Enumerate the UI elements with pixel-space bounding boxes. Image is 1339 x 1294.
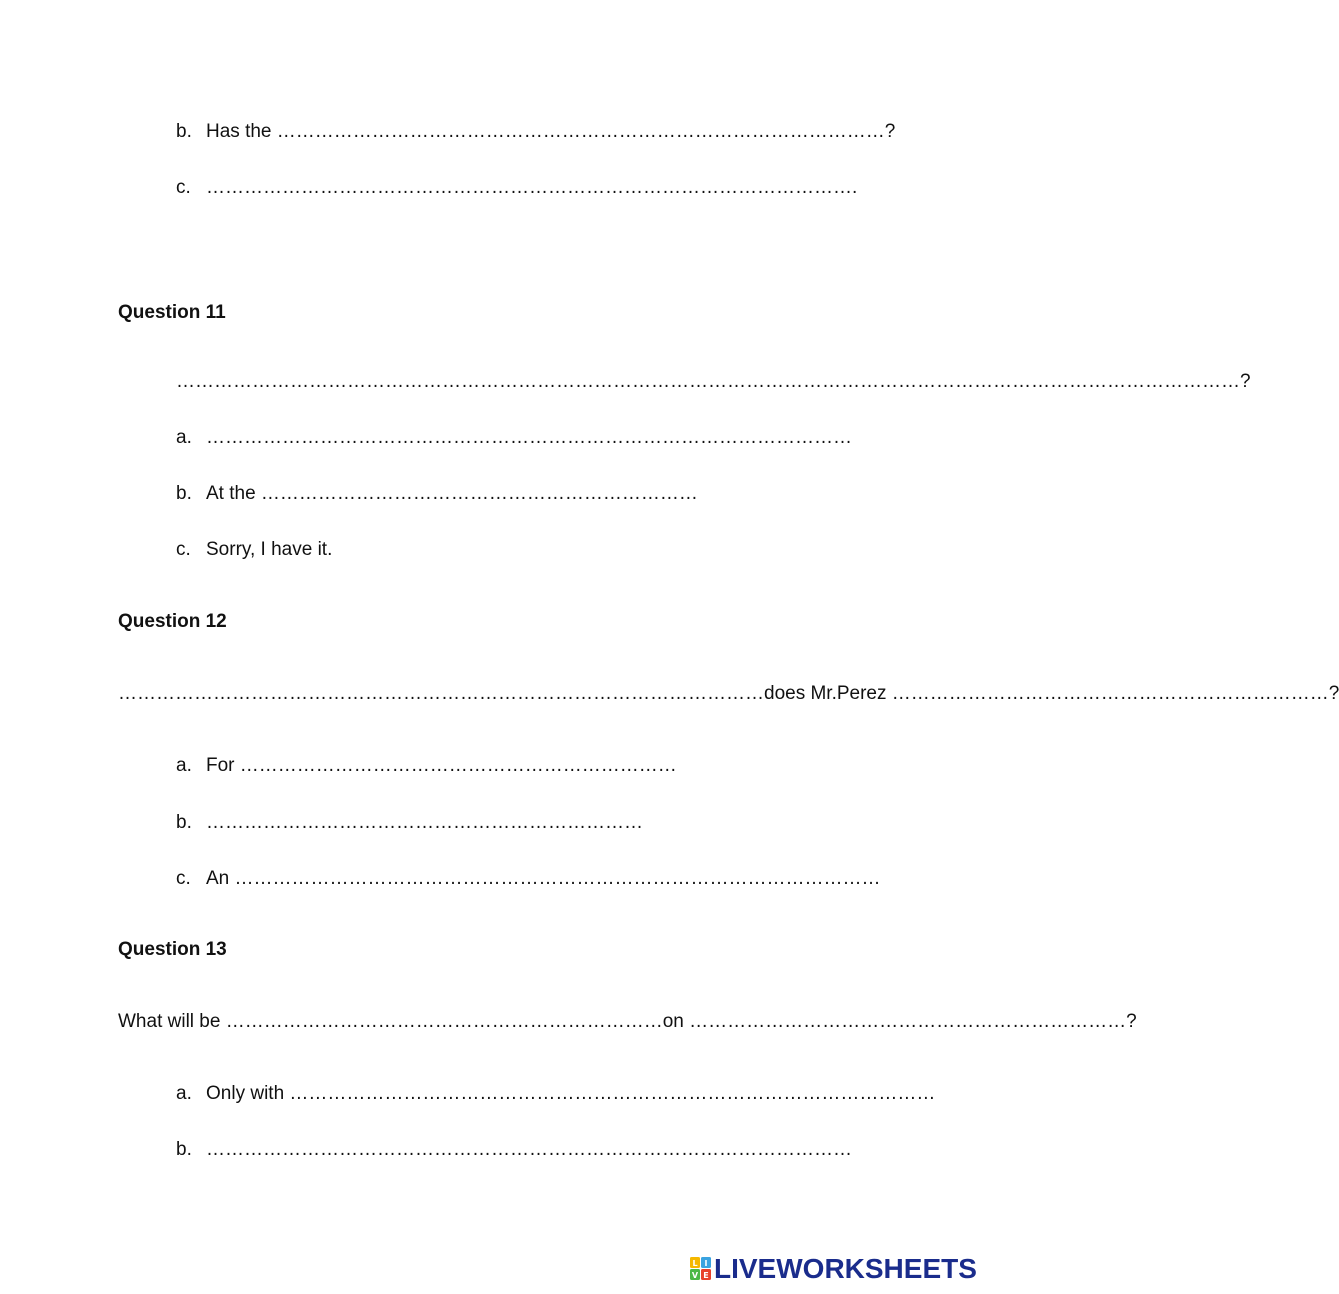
liveworksheets-logo[interactable] bbox=[690, 1254, 977, 1284]
option-letter: b. bbox=[176, 121, 192, 142]
svg-text:L: L bbox=[692, 1259, 698, 1268]
answer-blank-line[interactable]: Has the ……………………………………………………………………………………? bbox=[206, 121, 896, 142]
option-letter: a. bbox=[176, 1083, 192, 1104]
option-letter: a. bbox=[176, 755, 192, 776]
option-letter: c. bbox=[176, 177, 191, 198]
question-12-heading: Question 12 bbox=[118, 611, 227, 632]
option-letter: a. bbox=[176, 427, 192, 448]
answer-blank-line[interactable]: …………………………………………………………… bbox=[206, 812, 643, 833]
answer-blank-line[interactable]: ………………………………………………………………………………………… bbox=[206, 1139, 852, 1160]
answer-blank-line[interactable]: ………………………………………………………………………………………… bbox=[206, 427, 852, 448]
option-letter: c. bbox=[176, 868, 191, 889]
answer-blank-line[interactable]: …………………………………………………………………………………………. bbox=[206, 177, 858, 198]
option-text: Sorry, I have it. bbox=[206, 539, 333, 560]
question-11-prompt[interactable]: ……………………………………………………………………………………………………………………………………………………? bbox=[176, 371, 1251, 392]
question-13-heading: Question 13 bbox=[118, 939, 227, 960]
question-12-prompt[interactable]: …………………………………………………………………………………………does Mr.Perez ……………………………………………………………? bbox=[118, 683, 1339, 704]
liveworksheets-logo-icon bbox=[690, 1256, 712, 1282]
answer-blank-line[interactable]: Only with ………………………………………………………………………………………… bbox=[206, 1083, 936, 1104]
svg-text:I: I bbox=[704, 1259, 708, 1268]
answer-blank-line[interactable]: An ………………………………………………………………………………………… bbox=[206, 868, 881, 889]
question-13-prompt[interactable]: What will be ……………………………………………………………on ……………………………………………………………? bbox=[118, 1011, 1137, 1032]
question-11-heading: Question 11 bbox=[118, 302, 226, 323]
answer-blank-line[interactable]: For …………………………………………………………… bbox=[206, 755, 677, 776]
option-letter: b. bbox=[176, 483, 192, 504]
logo-wordmark: LIVEWORKSHEETS bbox=[714, 1253, 977, 1284]
option-letter: c. bbox=[176, 539, 191, 560]
svg-text:E: E bbox=[703, 1271, 709, 1280]
option-letter: b. bbox=[176, 1139, 192, 1160]
answer-blank-line[interactable]: At the …………………………………………………………… bbox=[206, 483, 698, 504]
option-letter: b. bbox=[176, 812, 192, 833]
svg-text:V: V bbox=[691, 1271, 699, 1280]
